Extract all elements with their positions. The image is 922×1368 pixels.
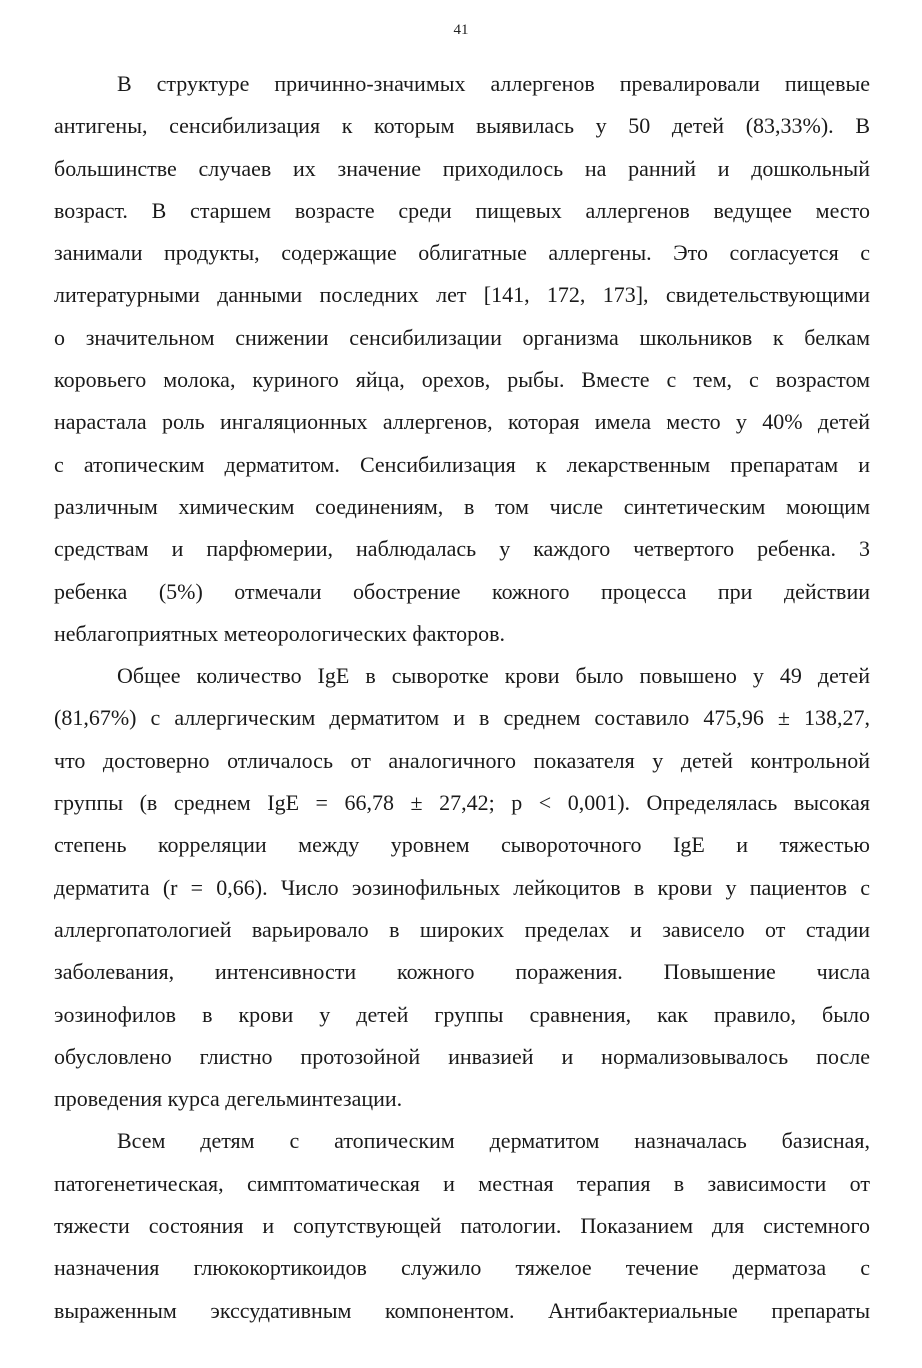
text-line: выраженным экссудативным компонентом. Антибактериальные препараты [54,1297,870,1323]
text-line: антигены, сенсибилизация к которым выявилась у 50 детей (83,33%). В [54,113,870,139]
text-line: заболевания, интенсивности кожного поражения. Повышение числа [54,959,870,985]
text-line: литературными данными последних лет [141, 172, 173], свидетельствующими [54,282,870,308]
text-line: возраст. В старшем возрасте среди пищевых аллергенов ведущее место [54,197,870,223]
text-line: что достоверно отличалось от аналогичного показателя у детей контрольной [54,747,870,773]
text-line: патогенетическая, симптоматическая и местная терапия в зависимости от [54,1170,870,1196]
text-line: группы (в среднем IgE = 66,78 ± 27,42; р < 0,001). Определялась высокая [54,790,870,816]
text-line: В структуре причинно-значимых аллергенов превалировали пищевые [117,71,870,96]
text-line: занимали продукты, содержащие облигатные аллергены. Это согласуется с [54,240,870,266]
text-line: большинстве случаев их значение приходилось на ранний и дошкольный [54,155,870,181]
text-line: коровьего молока, куриного яйца, орехов, рыбы. Вместе с тем, с возрастом [54,367,870,393]
page-number: 41 [453,22,469,38]
text-line: нарастала роль ингаляционных аллергенов, которая имела место у 40% детей [54,409,870,435]
text-line: Общее количество IgE в сыворотке крови было повышено у 49 детей [117,663,870,689]
text-line: назначения глюкокортикоидов служило тяжелое течение дерматоза с [54,1255,870,1281]
text-line: различным химическим соединениям, в том числе синтетическим моющим [54,493,870,519]
text-line: Всем детям с атопическим дерматитом назначалась базисная, [117,1128,870,1154]
text-line: степень корреляции между уровнем сывороточного IgE и тяжестью [54,832,870,858]
text-line: аллергопатологией варьировало в широких пределах и зависело от стадии [54,916,870,942]
text-line: дерматита (r = 0,66). Число эозинофильных лейкоцитов в крови у пациентов с [54,874,870,900]
text-line: эозинофилов в крови у детей группы сравнения, как правило, было [54,1001,870,1027]
text-line: тяжести состояния и сопутствующей патологии. Показанием для системного [54,1213,870,1239]
text-line: ребенка (5%) отмечали обострение кожного процесса при действии [54,578,870,604]
text-line: о значительном снижении сенсибилизации организма школьников к белкам [54,324,870,350]
text-line: проведения курса дегельминтезации. [54,1086,403,1112]
text-line: неблагоприятных метеорологических факторов. [54,620,506,646]
body-text [54,63,870,1332]
text-line: средствам и парфюмерии, наблюдалась у каждого четвертого ребенка. 3 [54,536,870,562]
text-line: с атопическим дерматитом. Сенсибилизация к лекарственным препаратам и [54,451,870,477]
text-line: (81,67%) с аллергическим дерматитом и в среднем составило 475,96 ± 138,27, [54,705,870,731]
text-line: обусловлено глистно протозойной инвазией и нормализовывалось после [54,1043,870,1069]
